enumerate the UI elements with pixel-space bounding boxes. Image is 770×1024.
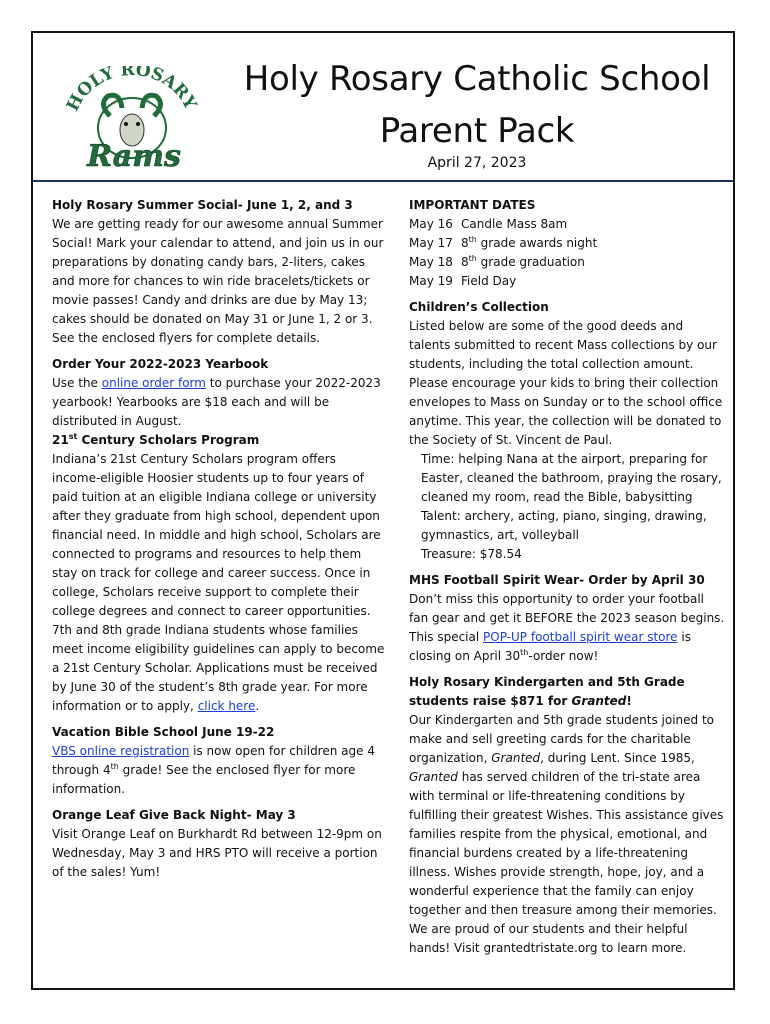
important-date-event (461, 253, 585, 272)
important-date-item (409, 253, 727, 272)
important-date-sup: th (468, 254, 477, 263)
vbs-registration-link[interactable]: VBS online registration (52, 744, 190, 758)
scholars-heading-num: 21 (52, 433, 69, 447)
collection-treasure: Treasure: $78.54 (421, 547, 522, 561)
mhs-text-post: -order now! (528, 649, 599, 663)
important-date-event (461, 215, 567, 234)
scholars-body-text: Indiana’s 21st Century Scholars program offers income-eligible Hoosier students up to four years of paid tuition at an eligible Indiana college or university after they graduate from high school, dependent upon financial need. In middle and high school, Scholars are connected to programs and resources to help them stay on track for college and career success. Once in college, Scholars receive support to complete their college degrees and connect to career opportunities. 7th and 8th grade Indiana students whose families meet income eligibility guidelines can apply to become a 21st Century Scholar. Applications must be received by June 30 of the student’s 8th grade year. For more information or to apply, (52, 452, 385, 713)
orange-leaf-heading: Orange Leaf Give Back Night- May 3 (52, 808, 296, 822)
important-date-event-post: grade graduation (476, 255, 585, 269)
important-date-date: May 16 (409, 217, 453, 231)
granted-em-1: Granted (491, 751, 541, 765)
school-logo (62, 66, 200, 176)
important-date-event-text: Field Day (461, 274, 517, 288)
issue-date: April 27, 2023 (427, 155, 527, 171)
logo-top-text: HOLY ROSARY (62, 66, 200, 115)
spirit-wear-store-link[interactable]: POP-UP football spirit wear store (483, 630, 678, 644)
logo-bottom-text: Rams (87, 139, 181, 174)
summer-social-body: We are getting ready for our awesome annual Summer Social! Mark your calendar to attend, and join us in our preparations by donating candy bars, 2-liters, cakes and more for chances to win ride bracelets/tickets or movie passes! Candy and drinks are due by May 13; cakes should be donated on May 31 or June 1, 2 or 3. See the enclosed flyers for complete details. (52, 217, 384, 345)
online-order-form-link[interactable]: online order form (101, 376, 206, 390)
collection-time: Time: helping Nana at the airport, preparing for Easter, cleaned the bathroom, praying the rosary, cleaned my room, read the Bible, babysitting (421, 452, 722, 504)
important-date-item (409, 234, 727, 253)
important-date-event (461, 272, 516, 291)
yearbook-section (52, 355, 386, 431)
click-here-link[interactable]: click here (197, 699, 256, 713)
granted-em-2: Granted (409, 770, 458, 784)
granted-text-2: , during Lent. Since 1985, (540, 751, 695, 765)
left-column (52, 196, 386, 889)
scholars-body (52, 450, 386, 716)
title-line-1: Holy Rosary Catholic School (243, 59, 711, 99)
granted-heading-pre: Holy Rosary Kindergarten and 5th Grade students raise $871 for (409, 675, 685, 708)
yearbook-heading: Order Your 2022-2023 Yearbook (52, 357, 269, 371)
yearbook-text-pre: Use the (52, 376, 102, 390)
collection-talent: Talent: archery, acting, piano, singing, drawing, gymnastics, art, volleyball (421, 509, 707, 542)
granted-section (409, 673, 727, 958)
mhs-sup: th (520, 648, 529, 657)
important-date-event (461, 234, 597, 253)
title-line-2: Parent Pack (379, 111, 575, 151)
scholars-body-end: . (255, 699, 260, 713)
granted-body (409, 711, 727, 958)
childrens-collection-section (409, 298, 727, 564)
mhs-text-mid: is closing on April 30 (409, 630, 691, 663)
summer-social-heading: Holy Rosary Summer Social- June 1, 2, and 3 (52, 198, 353, 212)
scholars-section (52, 431, 386, 716)
important-dates-section (409, 196, 727, 291)
important-date-date: May 19 (409, 274, 453, 288)
important-date-item (409, 272, 727, 291)
granted-text-1: Our Kindergarten and 5th grade students joined to make and sell greeting cards for the charitable organization, (409, 713, 715, 765)
vbs-section (52, 723, 386, 799)
yearbook-text-post: to purchase your 2022-2023 yearbook! Yearbooks are $18 each and will be distributed in August. (52, 376, 381, 428)
header-rule (33, 180, 733, 182)
important-date-event-post: grade awards night (476, 236, 598, 250)
vbs-body (52, 742, 386, 799)
vbs-text-post: grade! See the enclosed flyer for more information. (52, 763, 356, 796)
orange-leaf-body: Visit Orange Leaf on Burkhardt Rd between 12-9pm on Wednesday, May 3 and HRS PTO will receive a portion of the sales! Yum! (52, 827, 382, 879)
page-title (212, 53, 742, 157)
yearbook-body (52, 374, 386, 431)
important-date-event-text: 8 (461, 255, 469, 269)
vbs-text-mid: is now open for children age 4 through 4 (52, 744, 375, 777)
important-date-date: May 18 (409, 255, 453, 269)
important-dates-list (409, 215, 727, 291)
granted-text-3: has served children of the tri-state area with terminal or life-threatening conditions by fulfilling their greatest Wishes. This assistance gives families respite from the physical, emotional, and financial burdens created by a life-threatening illness. Wishes provide strength, hope, joy, and a wonderful experience that the family can enjoy together and then treasure among their memories. We are proud of our students and their helpful hands! Visit grantedtristate.org to learn more. (409, 770, 724, 955)
granted-heading-post: ! (626, 694, 632, 708)
vbs-sup: th (110, 762, 119, 771)
summer-social-section (52, 196, 386, 348)
important-date-item (409, 215, 727, 234)
important-date-event-text: Candle Mass 8am (461, 217, 568, 231)
granted-heading (409, 673, 727, 711)
important-dates-heading: IMPORTANT DATES (409, 198, 536, 212)
important-date-date: May 17 (409, 236, 453, 250)
mhs-section (409, 571, 727, 666)
mhs-text-pre: Don’t miss this opportunity to order your football fan gear and get it BEFORE the 2023 season begins. This special (409, 592, 725, 644)
childrens-collection-body: Listed below are some of the good deeds and talents submitted to recent Mass collections by our students, including the total collection amount. Please encourage your kids to bring their collection envelopes to Mass on Sunday or to the school office anytime. This year, the collection will be donated to the Society of St. Vincent de Paul. (409, 319, 723, 447)
orange-leaf-section (52, 806, 386, 882)
important-date-event-text: 8 (461, 236, 469, 250)
scholars-heading (52, 431, 386, 450)
mhs-heading: MHS Football Spirit Wear- Order by April 30 (409, 573, 705, 587)
scholars-heading-sup: st (68, 432, 78, 441)
vbs-heading: Vacation Bible School June 19-22 (52, 725, 275, 739)
granted-heading-em: Granted (571, 694, 627, 708)
childrens-collection-heading: Children’s Collection (409, 300, 549, 314)
right-column (409, 196, 727, 965)
important-date-sup: th (468, 235, 477, 244)
mhs-body (409, 590, 727, 666)
scholars-heading-rest: Century Scholars Program (77, 433, 260, 447)
